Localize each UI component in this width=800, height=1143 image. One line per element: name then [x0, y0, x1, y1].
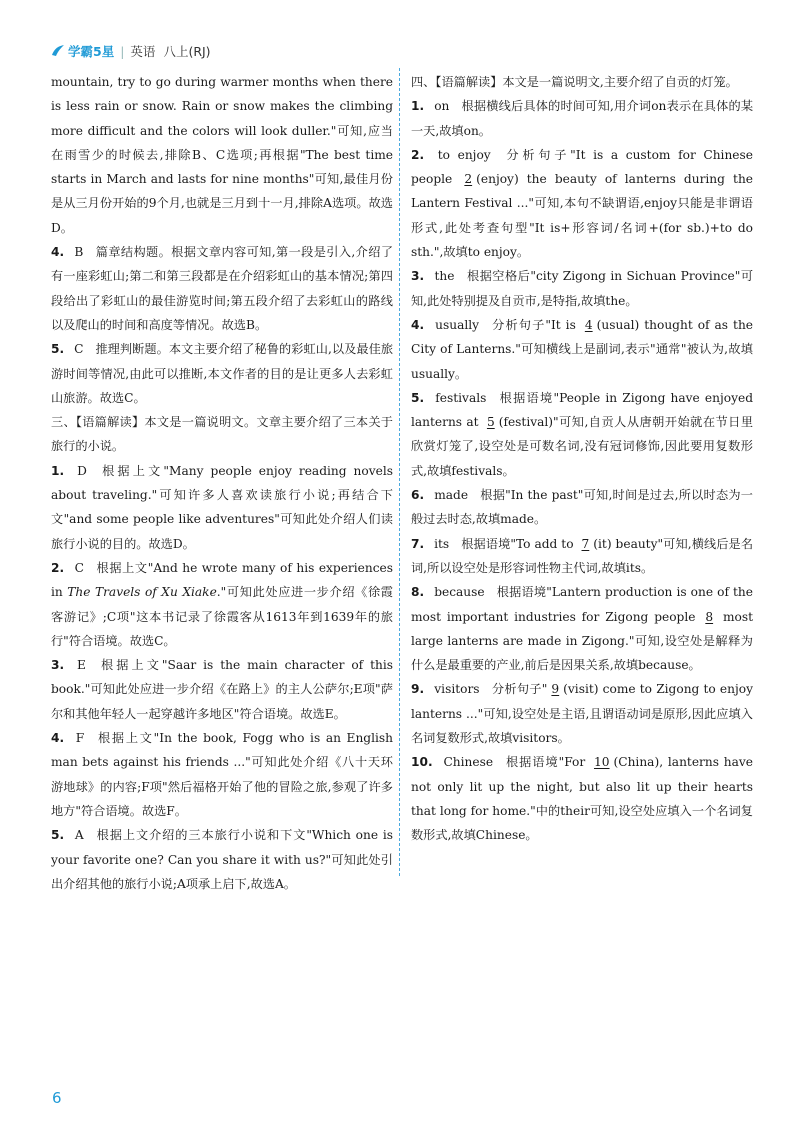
item-number: 2. [51, 560, 65, 575]
blank-number: 10 [593, 755, 610, 770]
continued-paragraph: mountain, try to go during warmer months when there is less rain or snow. Rain or snow makes the climbing more difficult and the colors will look duller."可知,应当在雨雪少的时候去,排除B、C选项;再根据"The best time starts in March and lasts for nine months"可知,最佳月份是从三月份开始的9个月,也就是三月到十一月,排除A选项。故选D。 [51, 75, 393, 235]
answer-item [411, 264, 753, 313]
header-grade: 八上(RJ) [163, 44, 211, 59]
answer-item [51, 823, 393, 896]
item-answer: made [434, 488, 469, 503]
answer-item [411, 143, 753, 264]
item-explanation-cont: (it) beauty"可知,横线后是名词,所以设空处是形容词性物主代词,故填its。 [411, 536, 754, 575]
answer-item [51, 337, 393, 410]
answer-item [411, 386, 753, 483]
item-answer: D [77, 463, 87, 478]
item-number: 10. [411, 755, 433, 770]
blank-number: 7 [581, 536, 590, 551]
answer-item [51, 556, 393, 653]
item-explanation-cont: (usual) thought of as the City of Lanterns."可知横线上是副词,表示"通常"被认为,故填usually。 [411, 317, 754, 381]
header-separator: | [120, 43, 125, 59]
item-explanation: 根据横线后具体的时间可知,用介词on表示在具体的某一天,故填on。 [411, 99, 754, 138]
item-answer: C [74, 342, 84, 357]
blank-number: 4 [584, 317, 593, 332]
answer-item [51, 459, 393, 556]
item-answer: F [75, 731, 85, 746]
header-subject: 英语 [130, 44, 156, 59]
brand-logo [50, 42, 114, 60]
item-explanation: 根据上文介绍的三本旅行小说和下文"Which one is your favorite one? Can you share it with us?"可知此处引出介绍其他的旅行小说;A项承上启下,故选A。 [51, 828, 394, 891]
item-answer: E [77, 658, 86, 673]
item-answer: festivals [435, 390, 487, 405]
item-answer: to enjoy [437, 147, 491, 162]
item-explanation: 根据上文"And he wrote many of his experiences in [51, 560, 394, 600]
item-explanation-cont: (visit) come to Zigong to enjoy lanterns ..."可知,设空处是主语,且谓语动词是原形,因此应填入名词复数形式,故填visitors。 [411, 682, 753, 746]
item-explanation: 根据上文"Many people enjoy reading novels about traveling."可知许多人喜欢读旅行小说;再结合下文"and some people like adventures"可知此处介绍人们读旅行小说的目的。故选D。 [51, 463, 393, 551]
page-header [50, 40, 211, 62]
item-number: 7. [411, 536, 425, 551]
item-number: 1. [411, 99, 425, 114]
item-answer: because [434, 585, 485, 600]
item-explanation-cont: (festival)"可知,自贡人从唐朝开始就在节日里欣赏灯笼了,设空处是可数名词,没有冠词修饰,因此要用复数形式,故填festivals。 [411, 415, 754, 478]
brand-name: 学霸5星 [68, 44, 115, 59]
section-title: 四、【语篇解读】本文是一篇说明文,主要介绍了自贡的灯笼。 [411, 75, 738, 89]
blank-number: 9 [551, 682, 560, 697]
item-number: 5. [51, 828, 65, 843]
item-answer: usually [435, 317, 480, 332]
item-number: 3. [51, 658, 65, 673]
item-answer: its [434, 536, 450, 551]
left-column [51, 70, 393, 896]
item-explanation: 分析句子"It is a custom for Chinese people [411, 147, 753, 187]
item-explanation: 根据语境"For [505, 755, 590, 770]
brand-swoosh-icon [50, 43, 66, 59]
item-number: 4. [51, 731, 65, 746]
item-explanation: 根据"In the past"可知,时间是过去,所以时态为一般过去时态,故填made。 [411, 488, 753, 527]
answer-item [411, 313, 753, 386]
item-explanation: 根据语境"To add to [461, 536, 578, 551]
item-answer: visitors [434, 682, 480, 697]
answer-item [411, 580, 753, 677]
answer-item [411, 532, 753, 581]
right-column [411, 70, 753, 848]
blank-number: 5 [486, 415, 495, 430]
item-answer: the [434, 269, 455, 284]
item-number: 4. [411, 317, 425, 332]
item-answer: C [74, 560, 84, 575]
answer-item [51, 240, 393, 337]
item-number: 2. [411, 147, 425, 162]
item-explanation: 篇章结构题。根据文章内容可知,第一段是引入,介绍了有一座彩虹山;第二和第三段都是在介绍彩虹山的基本情况;第四段给出了彩虹山的最佳游览时间;第五段介绍了去彩虹山的路线以及爬山的时间和高度等情况。故选B。 [51, 245, 394, 332]
book-title: The Travels of Xu Xiake [67, 585, 217, 600]
answer-item [411, 677, 753, 750]
item-explanation: 分析句子"It is [491, 317, 581, 332]
item-answer: Chinese [443, 755, 494, 770]
item-explanation-cont: (China), lanterns have not only lit up the night, but also lit up their hearts that long for home."中的their可知,设空处应填入一个名词复数形式,故填Chinese。 [411, 755, 754, 843]
item-explanation: 根据上文"Saar is the main character of this book."可知此处应进一步介绍《在路上》的主人公萨尔;E项"萨尔和其他年轻人一起穿越许多地区"符合语境。故选E。 [51, 658, 393, 721]
item-explanation: 分析句子" [491, 682, 548, 697]
blank-number: 8 [705, 609, 714, 624]
item-number: 5. [411, 390, 425, 405]
item-number: 5. [51, 342, 65, 357]
item-explanation: 根据语境"Lantern production is one of the most important industries for Zigong people [411, 585, 753, 624]
item-explanation: 推理判断题。本文主要介绍了秘鲁的彩虹山,以及最佳旅游时间等情况,由此可以推断,本文作者的目的是让更多人去彩虹山旅游。故选C。 [51, 342, 394, 405]
item-explanation-cont: ."可知此处应进一步介绍《徐霞客游记》;C项"这本书记录了徐霞客从1613年到1639年的旅行"符合语境。故选C。 [51, 585, 393, 648]
column-divider [399, 68, 400, 876]
item-explanation: 根据上文"In the book, Fogg who is an English man bets against his friends ..."可知此处介绍《八十天环游地球》的内容;F项"然后福格开始了他的冒险之旅,参观了许多地方"符合语境。故选F。 [51, 731, 393, 818]
item-number: 3. [411, 269, 425, 284]
item-number: 6. [411, 488, 425, 503]
answer-item [51, 653, 393, 726]
item-answer: A [74, 828, 84, 843]
item-number: 1. [51, 463, 65, 478]
item-number: 8. [411, 585, 425, 600]
item-answer: B [74, 245, 84, 260]
item-explanation: 根据空格后"city Zigong in Sichuan Province"可知,此处特别提及自贡市,是特指,故填the。 [411, 269, 754, 308]
item-number: 4. [51, 245, 65, 260]
item-explanation-cont: (enjoy) the beauty of lanterns during the Lantern Festival ..."可知,本句不缺谓语,enjoy只能是非谓语形式,此处考查句型"It is+形容词/名词+(for sb.)+to do sth.",故填to enjoy。 [411, 172, 753, 260]
answer-item [411, 750, 753, 847]
answer-item [411, 94, 753, 143]
page-number: 6 [52, 1089, 62, 1107]
answer-item [411, 483, 753, 532]
blank-number: 2 [464, 172, 473, 187]
section-title: 三、【语篇解读】本文是一篇说明文。文章主要介绍了三本关于旅行的小说。 [51, 415, 393, 454]
item-number: 9. [411, 682, 425, 697]
item-explanation: 根据语境"People in Zigong have enjoyed lanterns at [411, 390, 753, 430]
answer-item [51, 726, 393, 823]
item-explanation-cont: most large lanterns are made in Zigong."可知,设空处是解释为什么是最重要的产业,前后是因果关系,故填because。 [411, 609, 753, 673]
item-answer: on [434, 99, 450, 114]
